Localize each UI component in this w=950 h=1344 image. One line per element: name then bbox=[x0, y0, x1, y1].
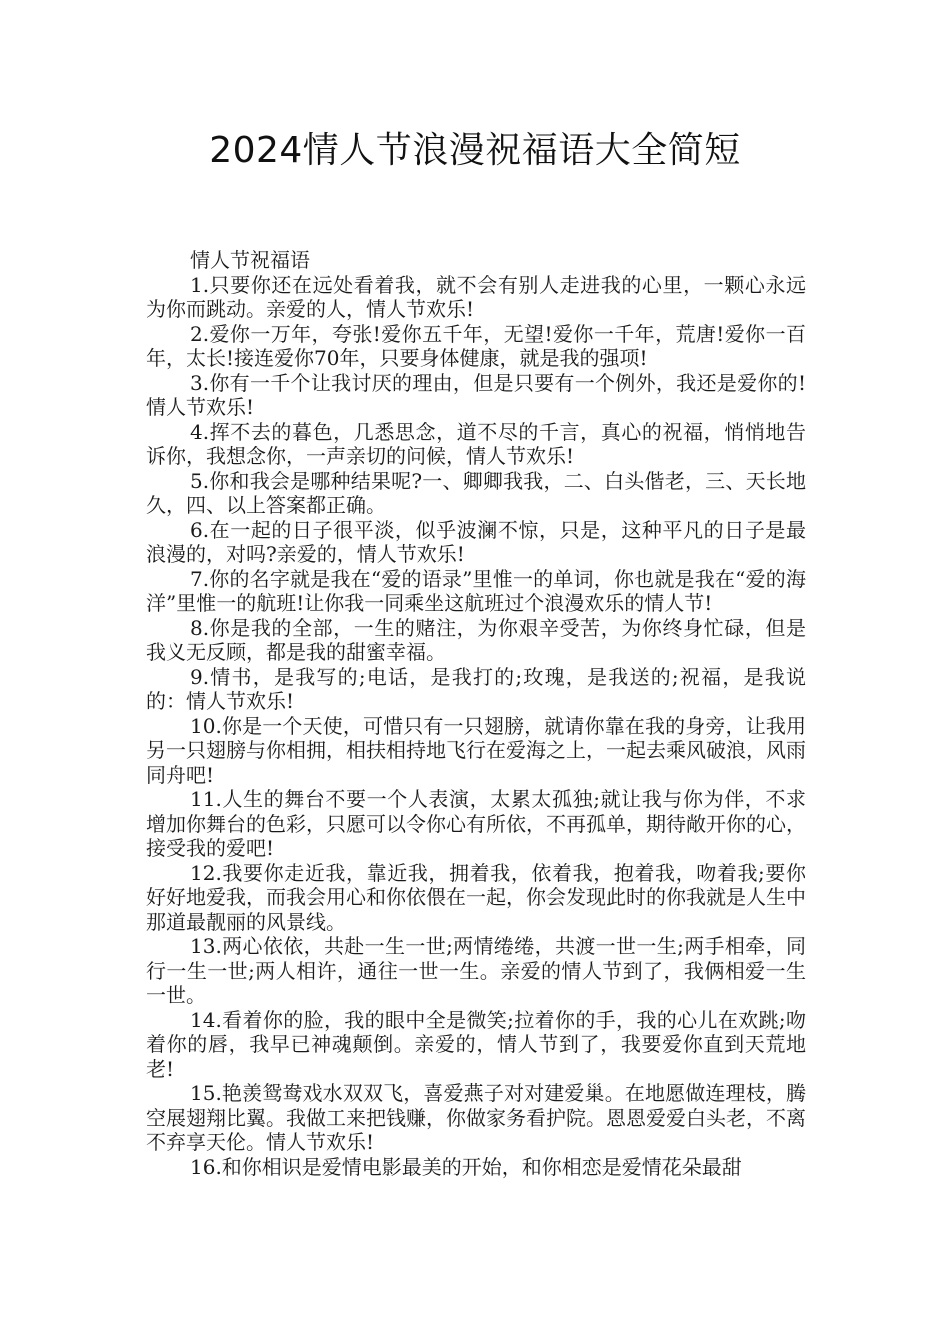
paragraph: 11.人生的舞台不要一个人表演，太累太孤独;就让我与你为伴，不求增加你舞台的色彩，只愿可以令你心有所依，不再孤单，期待敞开你的心，接受我的爱吧! bbox=[146, 787, 806, 860]
paragraph: 15.艳羡鸳鸯戏水双双飞，喜爱燕子对对建爱巢。在地愿做连理枝，腾空展翅翔比翼。我做工来把钱赚，你做家务看护院。恩恩爱爱白头老，不离不弃享天伦。情人节欢乐! bbox=[146, 1081, 806, 1154]
paragraph: 2.爱你一万年，夸张!爱你五千年，无望!爱你一千年，荒唐!爱你一百年，太长!接连爱你70年，只要身体健康，就是我的强项! bbox=[146, 321, 806, 370]
paragraph: 12.我要你走近我，靠近我，拥着我，依着我，抱着我，吻着我;要你好好地爱我，而我会用心和你依偎在一起，你会发现此时的你我就是人生中那道最靓丽的风景线。 bbox=[146, 860, 806, 934]
paragraph: 10.你是一个天使，可惜只有一只翅膀，就请你靠在我的身旁，让我用另一只翅膀与你相拥，相扶相持地飞行在爱海之上，一起去乘风破浪，风雨同舟吧! bbox=[146, 713, 806, 787]
paragraph: 1.只要你还在远处看着我，就不会有别人走进我的心里，一颗心永远为你而跳动。亲爱的人，情人节欢乐! bbox=[146, 272, 806, 321]
paragraph: 7.你的名字就是我在“爱的语录”里惟一的单词，你也就是我在“爱的海洋”里惟一的航班!让你我一同乘坐这航班过个浪漫欢乐的情人节! bbox=[146, 566, 806, 615]
paragraph: 13.两心依依，共赴一生一世;两情绻绻，共渡一世一生;两手相牵，同行一生一世;两人相许，通往一世一生。亲爱的情人节到了，我俩相爱一生一世。 bbox=[146, 934, 806, 1007]
paragraph: 16.和你相识是爱情电影最美的开始，和你相恋是爱情花朵最甜 bbox=[190, 1154, 742, 1179]
document-title: 2024情人节浪漫祝福语大全简短 bbox=[209, 130, 741, 171]
paragraph: 8.你是我的全部，一生的赌注，为你艰辛受苦，为你终身忙碌，但是我义无反顾，都是我的甜蜜幸福。 bbox=[146, 615, 806, 664]
paragraph: 3.你有一千个让我讨厌的理由，但是只要有一个例外，我还是爱你的!情人节欢乐! bbox=[146, 370, 806, 419]
paragraph: 5.你和我会是哪种结果呢?一、卿卿我我，二、白头偕老，三、天长地久，四、以上答案都正确。 bbox=[146, 468, 806, 517]
section-heading: 情人节祝福语 bbox=[190, 248, 310, 272]
paragraph: 6.在一起的日子很平淡，似乎波澜不惊，只是，这种平凡的日子是最浪漫的，对吗?亲爱的，情人节欢乐! bbox=[146, 517, 806, 566]
paragraph: 4.挥不去的暮色，几悉思念，道不尽的千言，真心的祝福，悄悄地告诉你，我想念你，一声亲切的问候，情人节欢乐! bbox=[146, 419, 806, 468]
document-body bbox=[146, 248, 806, 1179]
paragraph: 9.情书，是我写的;电话，是我打的;玫瑰，是我送的;祝福，是我说的：情人节欢乐! bbox=[146, 664, 806, 713]
paragraph: 14.看着你的脸，我的眼中全是微笑;拉着你的手，我的心儿在欢跳;吻着你的唇，我早已神魂颠倒。亲爱的，情人节到了，我要爱你直到天荒地老! bbox=[146, 1007, 806, 1081]
